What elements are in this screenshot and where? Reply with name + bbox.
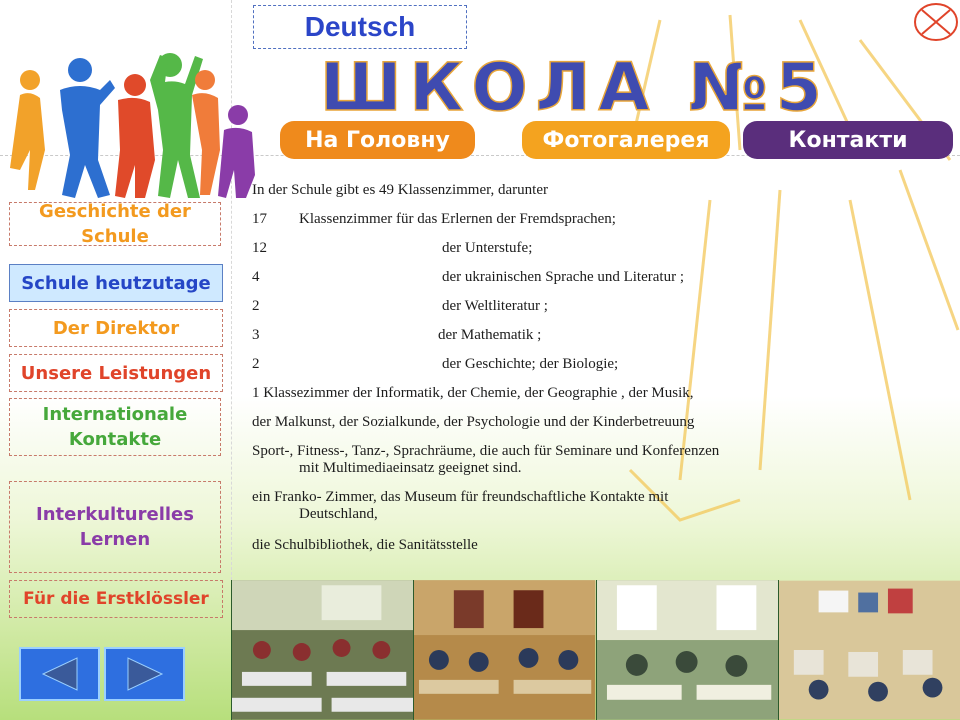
school-title xyxy=(318,48,903,118)
classroom-photo-4 xyxy=(778,580,960,720)
sidebar-item-label: Für die Erstklössler xyxy=(23,588,209,609)
room-row xyxy=(252,325,952,354)
room-count: 2 xyxy=(252,356,260,372)
content-franko xyxy=(252,489,952,523)
sidebar-item-direktor[interactable] xyxy=(9,309,223,347)
room-row xyxy=(252,209,952,238)
sidebar-item-geschichte[interactable] xyxy=(9,202,221,246)
sidebar-item-label: Schule heutzutage xyxy=(21,272,211,294)
nav-home-button[interactable]: На Головну xyxy=(280,121,475,159)
room-count: 4 xyxy=(252,269,260,285)
next-button[interactable] xyxy=(104,647,185,701)
sidebar-item-label: Internationale Kontakte xyxy=(42,404,188,450)
malkunst-text: der Malkunst, der Sozialkunde, der Psychologie und der Kinderbetreuung xyxy=(252,414,695,430)
content-library xyxy=(252,535,952,564)
sidebar-item-internationale-kontakte[interactable] xyxy=(9,398,221,456)
sidebar-item-label: Interkulturelles Lernen xyxy=(36,504,194,550)
language-label[interactable]: Deutsch xyxy=(253,5,467,49)
sidebar-item-leistungen[interactable] xyxy=(9,354,223,392)
sidebar-item-erstklassler[interactable] xyxy=(9,580,223,618)
room-subject: der Unterstufe; xyxy=(442,240,533,256)
classroom-photo-1 xyxy=(231,580,413,720)
franko-line-1: ein Franko- Zimmer, das Museum für freundschaftliche Kontakte mit xyxy=(252,489,669,505)
intro-text: In der Schule gibt es 49 Klassenzimmer, darunter xyxy=(252,182,548,198)
sidebar-item-label: Unsere Leistungen xyxy=(20,362,212,384)
content-area xyxy=(252,180,952,564)
sidebar-item-label: Geschichte der Schule xyxy=(39,201,191,247)
room-subject: der ukrainischen Sprache und Literatur ; xyxy=(442,269,684,285)
sport-line-1: Sport-, Fitness-, Tanz-, Sprachräume, die auch für Seminare und Konferenzen xyxy=(252,443,720,459)
sport-line-2: mit Multimediaeinsatz geeignet sind. xyxy=(299,460,522,476)
room-count: 2 xyxy=(252,298,260,314)
content-line-informatik xyxy=(252,383,952,412)
photo-strip xyxy=(231,580,960,720)
room-row xyxy=(252,267,952,296)
sidebar-item-schule-heutzutage[interactable] xyxy=(9,264,223,302)
sidebar-item-interkulturelles-lernen[interactable] xyxy=(9,481,221,573)
content-intro xyxy=(252,180,952,209)
room-subject: der Mathematik ; xyxy=(438,327,542,343)
classroom-photo-3 xyxy=(596,580,778,720)
room-row xyxy=(252,296,952,325)
arrow-right-icon xyxy=(122,654,168,694)
informatik-text: 1 Klassezimmer der Informatik, der Chemie, der Geographie , der Musik, xyxy=(252,385,694,401)
content-sport xyxy=(252,443,952,477)
content-line-malkunst xyxy=(252,412,952,441)
franko-line-2: Deutschland, xyxy=(299,506,378,522)
room-count: 3 xyxy=(252,327,260,343)
room-row xyxy=(252,238,952,267)
room-count: 17 xyxy=(252,211,267,227)
sidebar-item-label: Der Direktor xyxy=(52,317,180,339)
room-subject: der Geschichte; der Biologie; xyxy=(442,356,619,372)
classroom-photo-2 xyxy=(413,580,595,720)
room-row xyxy=(252,354,952,383)
nav-contacts-button[interactable]: Контакти xyxy=(743,121,953,159)
jumping-kids-illustration xyxy=(0,50,270,200)
room-subject: Klassenzimmer für das Erlernen der Fremdsprachen; xyxy=(299,211,616,227)
library-text: die Schulbibliothek, die Sanitätsstelle xyxy=(252,537,478,553)
room-count: 12 xyxy=(252,240,267,256)
close-icon[interactable] xyxy=(913,2,959,42)
nav-gallery-button[interactable]: Фотогалерея xyxy=(522,121,730,159)
prev-button[interactable] xyxy=(19,647,100,701)
school-title-text: ШКОЛА №5 xyxy=(320,49,830,118)
room-subject: der Weltliteratur ; xyxy=(442,298,548,314)
arrow-left-icon xyxy=(37,654,83,694)
